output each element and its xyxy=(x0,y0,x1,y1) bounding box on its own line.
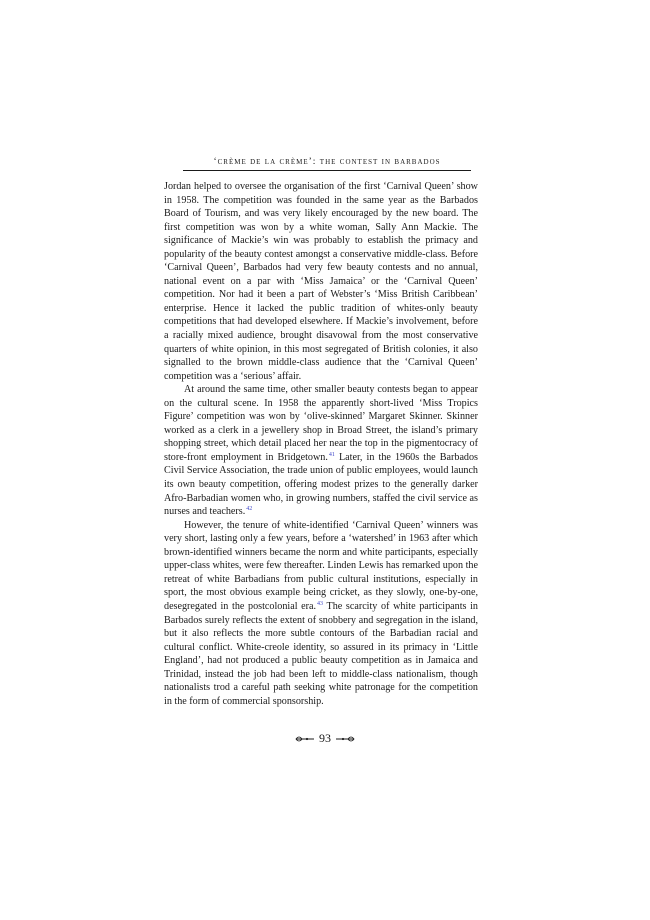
footnote-ref[interactable]: 42 xyxy=(246,506,253,513)
paragraph xyxy=(164,519,478,709)
paragraph-text: The scarcity of white participants in Barbados surely reflects the extent of snobbery and segregation in the island, but it also reflects the more subtle contours of the Barbadian racial and cultural conflict. White-creole identity, so assured in its primacy in ‘Little England’, had not produced a public beauty competition as in Jamaica and Trinidad, instead the job had been left to middle-class nationalism, though nationalists trod a careful path seeking white patronage for the competition in the form of commercial sponsorship. xyxy=(164,600,478,707)
header-rule xyxy=(183,170,471,171)
paragraph xyxy=(164,383,478,518)
fleuron-right-icon xyxy=(335,732,355,747)
running-head: ‘crème de la crème’: the contest in barbados xyxy=(213,157,441,167)
paragraph-text: At around the same time, other smaller beauty contests began to appear on the cultural scene. In 1958 the apparently short-lived ‘Miss Tropics Figure’ competition was won by ‘olive-skinned’ Margaret Skinner. Skinner worked as a clerk in a jewellery shop in Broad Street, the island’s primary shopping street, which detail placed her near the top in the pigmentocracy of store-front employment in Bridgetown. xyxy=(164,384,478,463)
page-number: 93 xyxy=(319,731,331,745)
paragraph-text: Later, in the 1960s the Barbados Civil Service Association, the trade union of public employees, would launch its own beauty competition, offering modest prizes to the generally darker Afro-Barbadian women who, in growing numbers, staffed the civil service as nurses and teachers. xyxy=(164,451,478,518)
page-folio xyxy=(0,731,650,747)
footnote-ref[interactable]: 41 xyxy=(328,451,335,458)
paragraph-text: However, the tenure of white-identified ‘Carnival Queen’ winners was very short, lasting only a few years, before a ‘watershed’ in 1963 after which brown-identified winners became the norm and white participants, especially upper-class whites, were few thereafter. Linden Lewis has remarked upon the retreat of white Barbadians from public cultural institutions, especially in sport, the most obvious example being cricket, as they slowly, one-by-one, desegregated in the postcolonial era. xyxy=(164,519,478,612)
paragraph xyxy=(164,180,478,383)
paragraph-text: Jordan helped to oversee the organisation of the first ‘Carnival Queen’ show in 1958. The competition was founded in the same year as the Barbados Board of Tourism, and was very likely encouraged by the new board. The first competition was won by a white woman, Sally Ann Mackie. The significance of Mackie’s win was probably to establish the primacy and popularity of the beauty contest amongst a conservative middle-class. Before ‘Carnival Queen’, Barbados had very few beauty contests and no annual, national event on a par with ‘Miss Jamaica’ or the ‘Carnival Queen’ competition. Nor had it been a part of Webster’s ‘Miss British Caribbean’ enterprise. Hence it lacked the public tradition of whites-only beauty competitions that had developed elsewhere. If Mackie’s involvement, before a racially mixed audience, brought disavowal from the most conservative quarters of white opinion, in this most segregated of British colonies, it also signalled to the brown middle-class audience that the ‘Carnival Queen’ competition was a ‘serious’ affair. xyxy=(164,181,478,382)
fleuron-left-icon xyxy=(295,732,315,747)
body-text xyxy=(164,180,478,708)
footnote-ref[interactable]: 43 xyxy=(317,600,324,607)
